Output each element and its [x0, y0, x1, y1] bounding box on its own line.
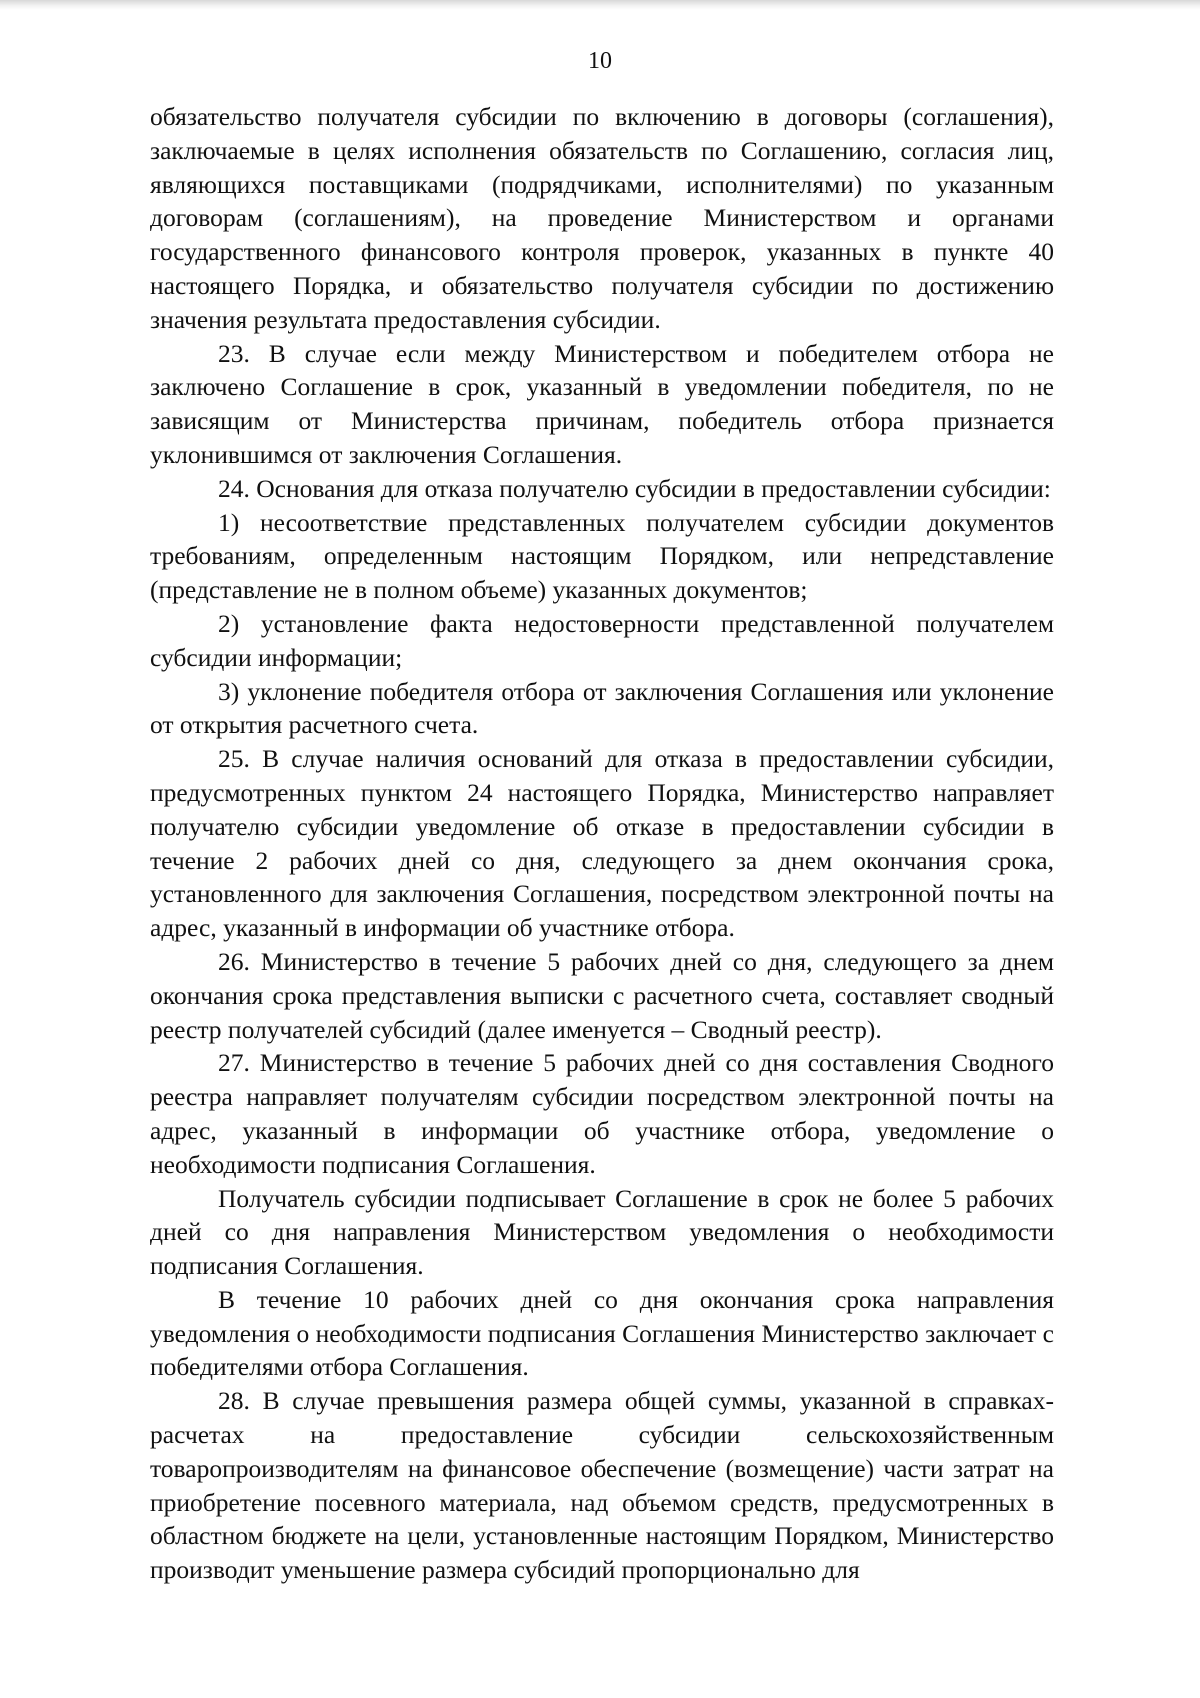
paragraph-27-part-2: Получатель субсидии подписывает Соглашение в срок не более 5 рабочих дней со дня направления Министерством уведомления о необходимости подписания Соглашения. [150, 1183, 1054, 1281]
scan-edge [0, 0, 1200, 10]
paragraph-27-part-3: В течение 10 рабочих дней со дня окончания срока направления уведомления о необходимости подписания Соглашения Министерство заключает с победителями отбора Соглашения. [150, 1284, 1054, 1382]
paragraph-24-item-3: 3) уклонение победителя отбора от заключения Соглашения или уклонение от открытия расчетного счета. [150, 676, 1054, 740]
document-body [150, 100, 1054, 1587]
paragraph-continuation: обязательство получателя субсидии по включению в договоры (соглашения), заключаемые в целях исполнения обязательств по Соглашению, согласия лиц, являющихся поставщиками (подрядчиками, исполнителями) по указанным договорам (соглашениям), на проведение Министерством и органами государственного финансового контроля проверок, указанных в пункте 40 настоящего Порядка, и обязательство получателя субсидии по достижению значения результата предоставления субсидии. [150, 102, 1054, 334]
paragraph-27: 27. Министерство в течение 5 рабочих дней со дня составления Сводного реестра направляет получателям субсидии посредством электронной почты на адрес, указанный в информации об участнике отбора, уведомление о необходимости подписания Соглашения. [150, 1048, 1054, 1179]
paragraph-24: 24. Основания для отказа получателю субсидии в предоставлении субсидии: [218, 473, 1051, 503]
paragraph-24-item-2: 2) установление факта недостоверности представленной получателем субсидии информации; [150, 608, 1054, 672]
page-number: 10 [588, 48, 612, 74]
paragraph-28: 28. В случае превышения размера общей суммы, указанной в справках-расчетах на предоставление субсидии сельскохозяйственным товаропроизводителям на финансовое обеспечение (возмещение) части затрат на приобретение посевного материала, над объемом средств, предусмотренных в областном бюджете на цели, установленные настоящим Порядком, Министерство производит уменьшение размера субсидий пропорционально для [150, 1386, 1054, 1585]
paragraph-25: 25. В случае наличия оснований для отказа в предоставлении субсидии, предусмотренных пунктом 24 настоящего Порядка, Министерство направляет получателю субсидии уведомление об отказе в предоставлении субсидии в течение 2 рабочих дней со дня, следующего за днем окончания срока, установленного для заключения Соглашения, посредством электронной почты на адрес, указанный в информации об участнике отбора. [150, 744, 1054, 943]
paragraph-23: 23. В случае если между Министерством и победителем отбора не заключено Соглашение в срок, указанный в уведомлении победителя, по не зависящим от Министерства причинам, победитель отбора признается уклонившимся от заключения Соглашения. [150, 338, 1054, 469]
paragraph-24-item-1: 1) несоответствие представленных получателем субсидии документов требованиям, определенным настоящим Порядком, или непредставление (представление не в полном объеме) указанных документов; [150, 507, 1054, 605]
paragraph-26: 26. Министерство в течение 5 рабочих дней со дня, следующего за днем окончания срока представления выписки с расчетного счета, составляет сводный реестр получателей субсидий (далее именуется – Сводный реестр). [150, 946, 1054, 1044]
